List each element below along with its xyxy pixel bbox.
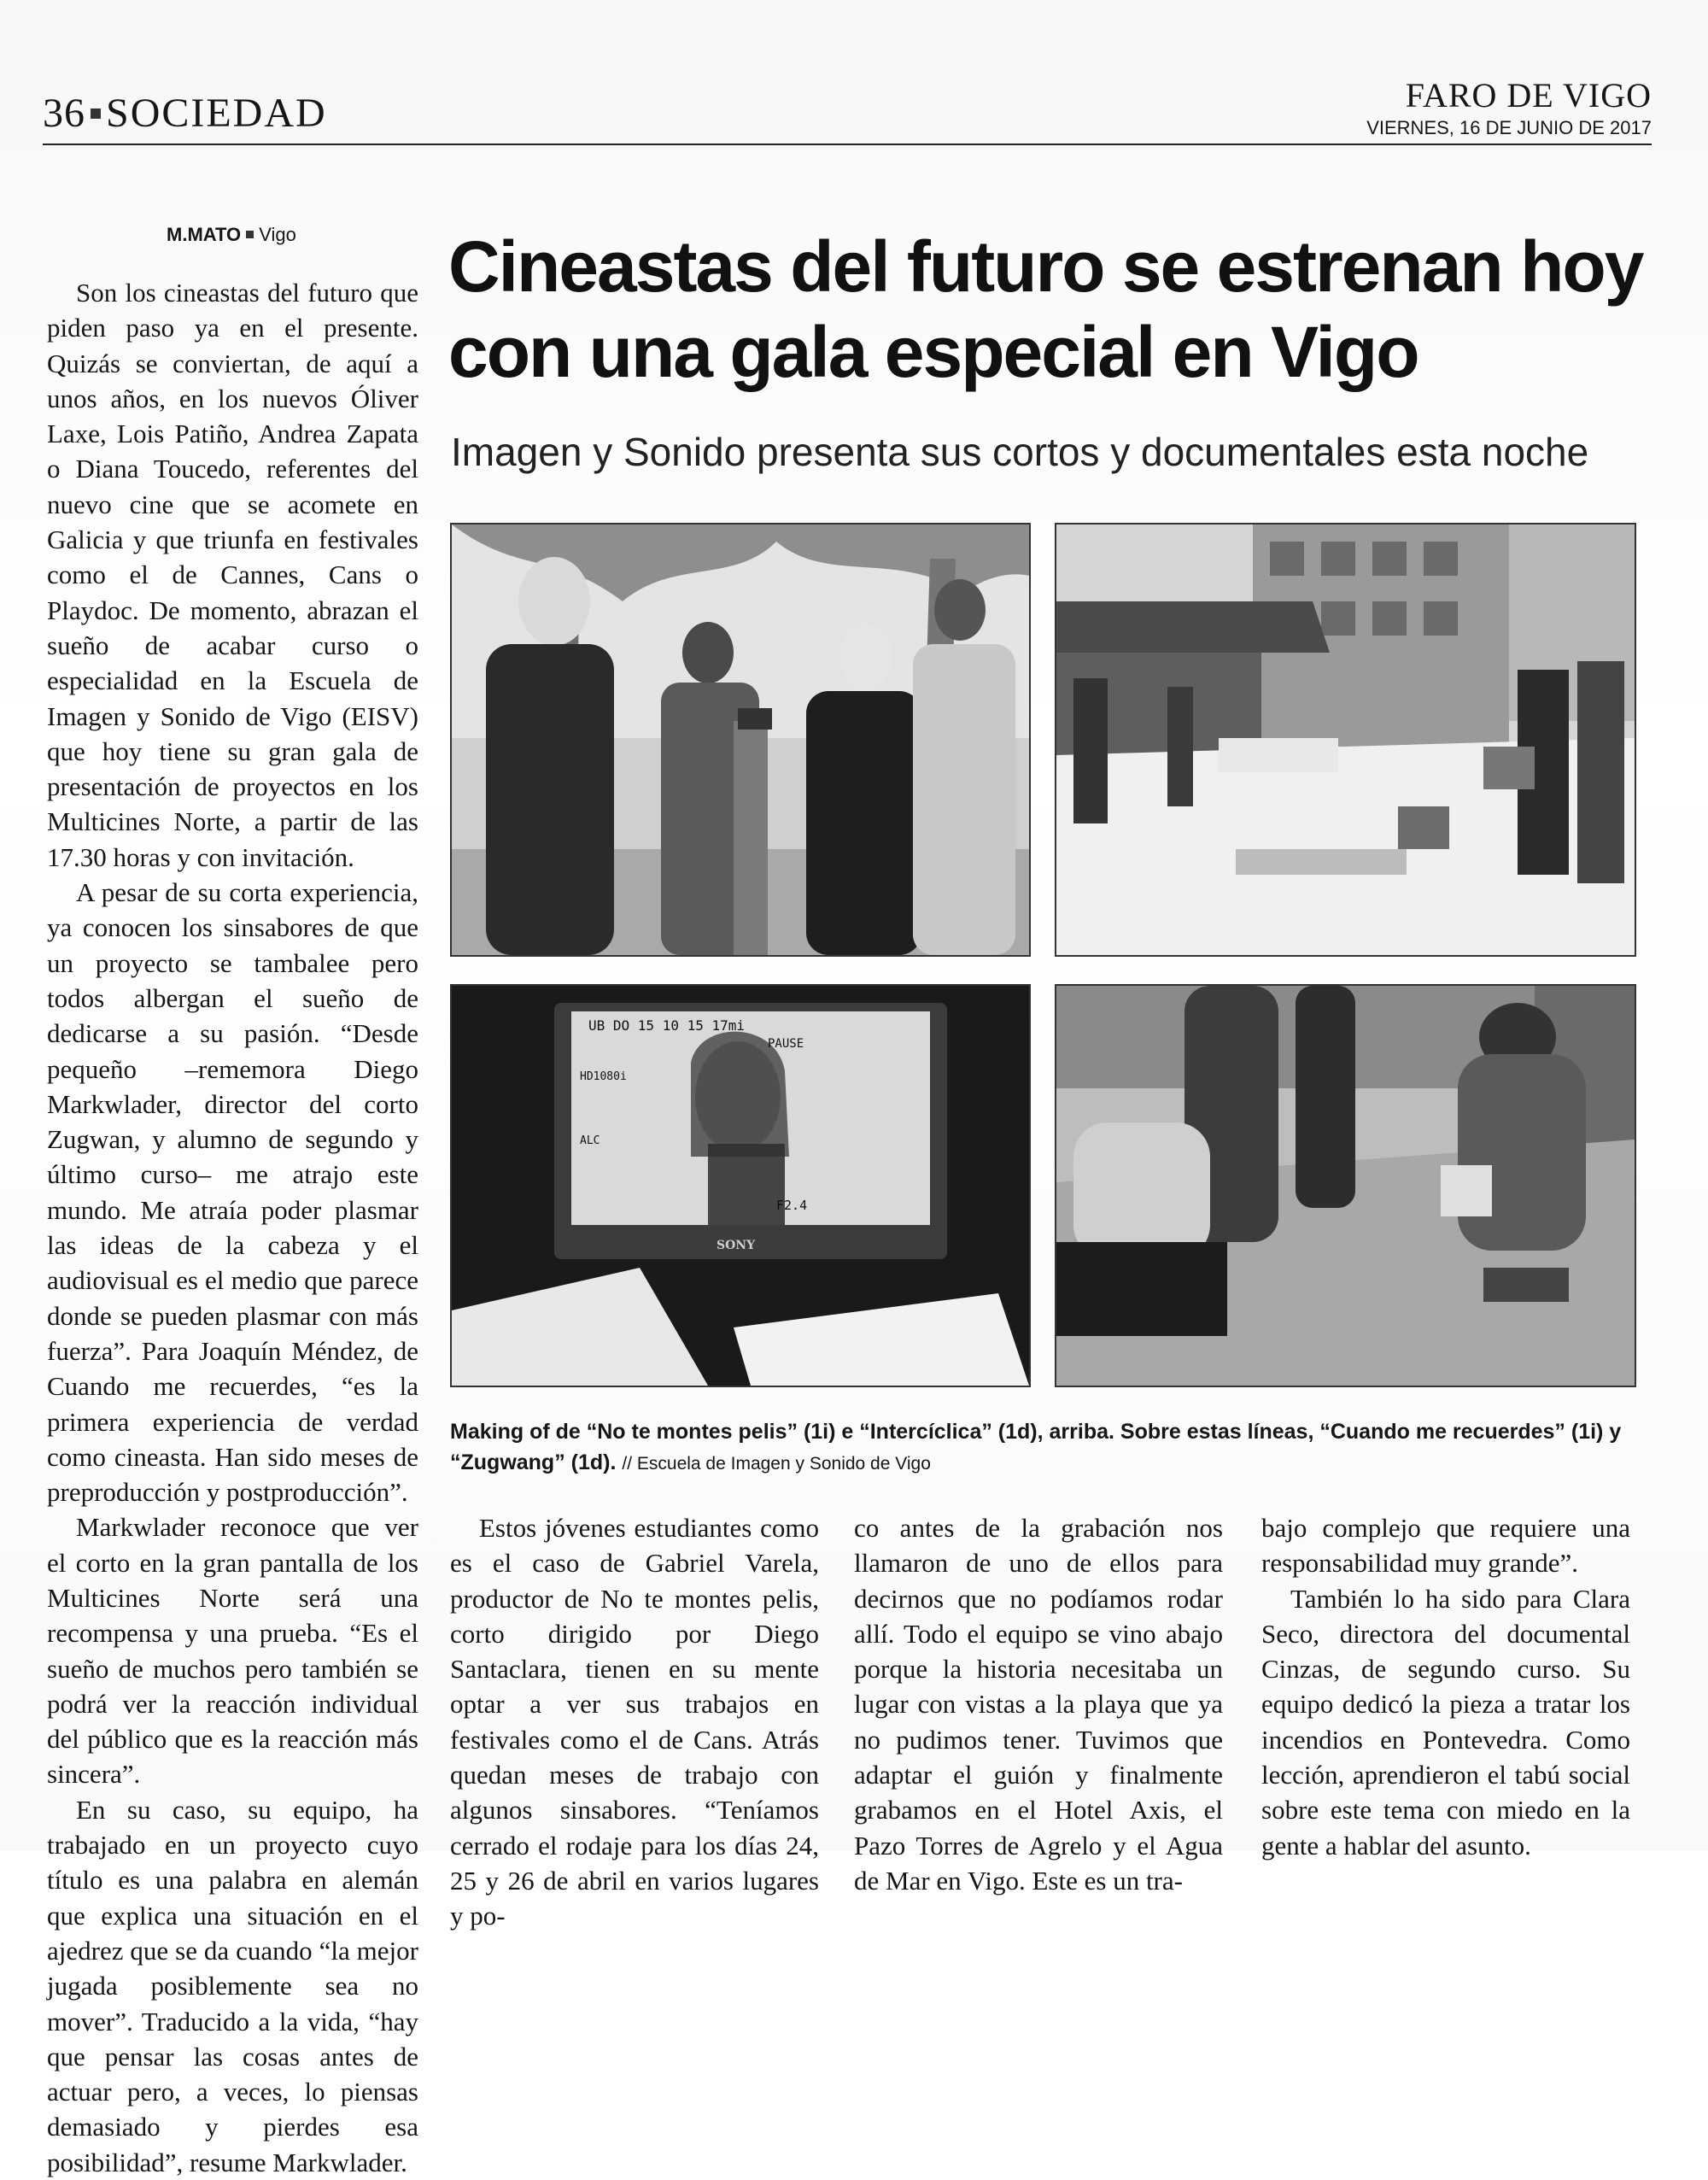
header-separator [91,108,101,119]
byline-author: M.MATO [167,224,242,245]
section-name: SOCIEDAD [106,91,327,136]
article-column-3 [854,1510,1223,1898]
article-column-left [47,275,418,2180]
subheadline: Imagen y Sonido presenta sus cortos y documentales esta noche [451,430,1589,474]
article-column-2 [450,1510,819,1934]
headline: Cineastas del futuro se estrenan hoy con una gala especial en Vigo [448,226,1643,392]
byline-location: Vigo [259,224,296,245]
paragraph: bajo complejo que requiere una responsabilidad muy grande”. [1261,1513,1630,1579]
paragraph: También lo ha sido para Clara Seco, directora del documental Cinzas, de segundo curso. Su equipo dedicó la pieza a tratar los incendios en Pontevedra. Como lección, aprendieron el tabú social sobre este tema con miedo en la gente a hablar del asunto. [1261,1583,1630,1861]
photo-cuando-me-recuerdes [450,984,1031,1387]
paragraph: Son los cineastas del futuro que piden paso ya en el presente. Quizás se conviertan, de aquí a unos años, en los nuevos Óliver Laxe, Lois Patiño, Andrea Zapata o Diana Toucedo, referentes del nuevo cine que se acomete en Galicia y que triunfa en festivales como el de Cannes, Cans o Playdoc. De momento, abrazan el sueño de acabar curso o especialidad en la Escuela de Imagen y Sonido de Vigo (EISV) que hoy tiene su gran gala de presentación de proyectos en los Multicines Norte, a partir de las 17.30 horas y con invitación. [47,278,418,872]
monitor-brand: SONY [717,1239,756,1252]
article-column-4 [1261,1510,1630,1863]
paragraph: En su caso, su equipo, ha trabajado en un proyecto cuyo título es una palabra en alemán que explica una situación en el ajedrez que se da cuando “la mejor jugada posiblemente sea no mover”. Traducido a la vida, “hay que pensar las cosas antes de actuar pero, a veces, lo piensas demasiado y pierdes esa posibilidad”, resume Markwlader. [47,1794,418,2177]
paragraph: Estos jóvenes estudiantes como es el caso de Gabriel Varela, productor de No te montes pelis, corto dirigido por Diego Santaclara, tienen en su mente optar a ver sus trabajos en festivales como el de Cans. Atrás quedan meses de trabajo con algunos sinsabores. “Teníamos cerrado el rodaje para los días 24, 25 y 26 de abril en varios lugares y po- [450,1513,819,1931]
monitor-alc: ALC [580,1134,600,1147]
paragraph: A pesar de su corta experiencia, ya conocen los sinsabores de que un proyecto se tambalee pero todos albergan el sueño de dedicarse a su pasión. “Desde pequeño –rememora Diego Markwlader, director del corto Zugwan, y alumno de segundo y último curso– me atrajo este mundo. Me atraía poder plasmar las ideas de la cabeza y el audiovisual es el medio que parece donde se pueden plasmar con más fuerza”. Para Joaquín Méndez, de Cuando me recuerdes, “es la primera experiencia de verdad como cineasta. Han sido meses de preproducción y postproducción”. [47,877,418,1508]
monitor-readout: UB DO 15 10 15 17mi [588,1017,746,1034]
monitor-format: HD1080i [580,1070,627,1083]
caption-credit: // Escuela de Imagen y Sonido de Vigo [622,1454,931,1474]
page-header-left [43,90,327,137]
page-number: 36 [43,91,85,136]
photo-no-te-montes-pelis [450,523,1031,957]
page-header-right [1366,75,1652,139]
caption-text: Making of de “No te montes pelis” (1i) e “Intercíclica” (1d), arriba. Sobre estas líneas, “Cuando me recuerdes” (1i) y “Zugwang” (1d). [450,1420,1622,1474]
newspaper-name: FARO DE VIGO [1405,76,1652,114]
photo-zugwang [1055,984,1636,1387]
byline-separator [246,231,254,238]
header-rule [43,144,1652,145]
monitor-pause: PAUSE [768,1037,804,1051]
monitor-aperture: F2.4 [776,1198,808,1213]
photo-caption [450,1416,1646,1480]
byline [167,224,296,246]
publication-date: VIERNES, 16 DE JUNIO DE 2017 [1366,117,1652,138]
photo-interciclica [1055,523,1636,957]
paragraph: co antes de la grabación nos llamaron de uno de ellos para decirnos que no podíamos rodar allí. Todo el equipo se vino abajo porque la historia necesitaba un lugar con vistas a la playa que ya no pudimos tener. Tuvimos que adaptar el guión y finalmente grabamos en el Hotel Axis, el Pazo Torres de Agrelo y el Agua de Mar en Vigo. Este es un tra- [854,1513,1223,1896]
paragraph: Markwlader reconoce que ver el corto en la gran pantalla de los Multicines Norte será una recompensa y una prueba. “Es el sueño de muchos pero también se podrá ver la reacción individual del público que es la reacción más sincera”. [47,1512,418,1790]
